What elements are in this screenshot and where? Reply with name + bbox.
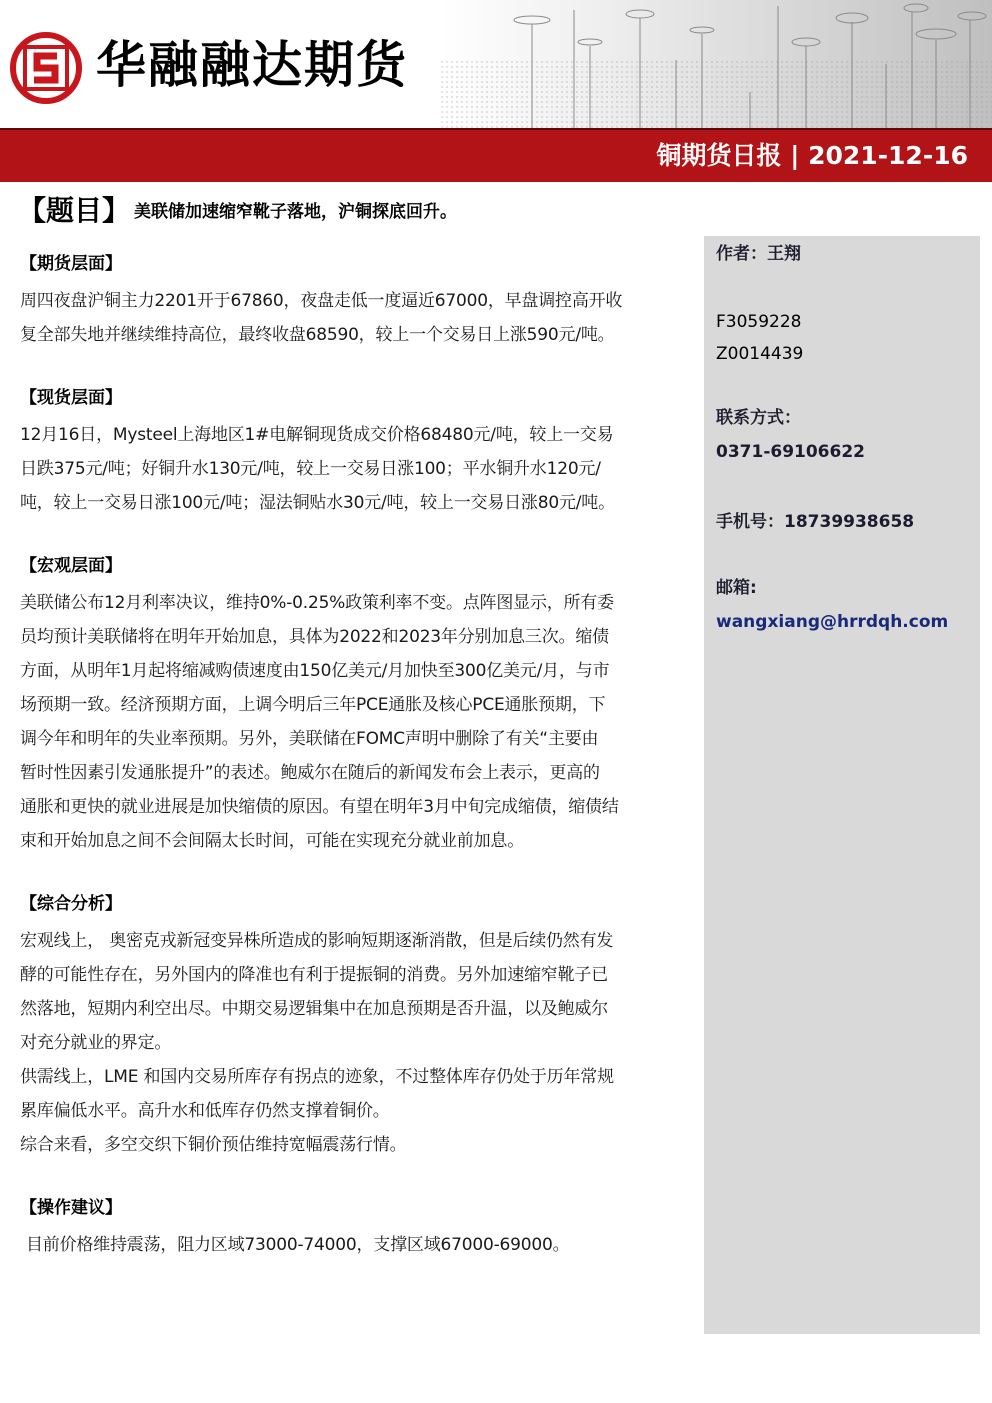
section-heading: 【综合分析】 [20, 894, 122, 914]
paragraph-line: 调今年和明年的失业率预期。另外，美联储在FOMC声明中删除了有关“主要由 [20, 729, 599, 749]
license-number: F3059228 [716, 312, 802, 332]
paragraph-line: 暂时性因素引发通胀提升”的表述。鲍威尔在随后的新闻发布会上表示，更高的 [20, 763, 600, 783]
paragraph-line: 酵的可能性存在，另外国内的降准也有利于提振铜的消费。另外加速缩窄靴子已 [20, 965, 608, 985]
author-sidebar [704, 236, 980, 1334]
section-spot [20, 386, 692, 520]
section-heading: 【操作建议】 [20, 1198, 122, 1218]
paragraph-line: 复全部失地并继续维持高位，最终收盘68590，较上一个交易日上涨590元/吨。 [20, 325, 615, 345]
contact-label: 联系方式： [716, 408, 801, 428]
paragraph-line: 宏观线上， 奥密克戎新冠变异株所造成的影响短期逐渐消散，但是后续仍然有发 [20, 931, 614, 951]
report-body [20, 252, 692, 1296]
section-heading: 【现货层面】 [20, 388, 122, 408]
article-title-row [18, 189, 698, 229]
email-label: 邮箱: [716, 578, 757, 598]
section-analysis [20, 892, 692, 1162]
report-banner [0, 128, 992, 182]
paragraph-line: 束和开始加息之间不会间隔太长时间，可能在实现充分就业前加息。 [20, 831, 524, 851]
section-advice [20, 1196, 692, 1262]
paragraph-line: 然落地，短期内利空出尽。中期交易逻辑集中在加息预期是否升温，以及鲍威尔 [20, 999, 608, 1019]
section-heading: 【宏观层面】 [20, 556, 122, 576]
company-name: 华融融达期货 [96, 36, 408, 94]
paragraph-line: 12月16日，Mysteel上海地区1#电解铜现货成交价格68480元/吨，较上一交易 [20, 425, 614, 445]
contact-phone: 0371-69106622 [716, 442, 865, 462]
paragraph-line: 综合来看，多空交织下铜价预估维持宽幅震荡行情。 [20, 1135, 407, 1155]
author-name: 作者：王翔 [716, 244, 801, 264]
paragraph-line: 对充分就业的界定。 [20, 1033, 172, 1053]
paragraph-line: 供需线上，LME 和国内交易所库存有拐点的迹象，不过整体库存仍处于历年常规 [20, 1067, 614, 1087]
report-title: 铜期货日报 | 2021-12-16 [656, 141, 968, 170]
paragraph-line: 场预期一致。经济预期方面，上调今明后三年PCE通胀及核心PCE通胀预期，下 [20, 695, 606, 715]
license-number: Z0014439 [716, 344, 804, 364]
paragraph-line: 通胀和更快的就业进展是加快缩债的原因。有望在明年3月中旬完成缩债，缩债结 [20, 797, 619, 817]
email-link[interactable]: wangxiang@hrrdqh.com [716, 612, 949, 632]
section-macro [20, 554, 692, 858]
paragraph-line: 累库偏低水平。高升水和低库存仍然支撑着铜价。 [20, 1101, 390, 1121]
company-logo-icon [10, 32, 82, 104]
mobile-number: 手机号：18739938658 [716, 512, 915, 532]
header-decoration-icon [440, 0, 992, 128]
paragraph-line: 吨，较上一交易日涨100元/吨；湿法铜贴水30元/吨，较上一交易日涨80元/吨。 [20, 493, 615, 513]
section-futures [20, 252, 692, 352]
paragraph-line: 日跌375元/吨；好铜升水130元/吨，较上一交易日涨100；平水铜升水120元/ [20, 459, 601, 479]
page-header [0, 0, 992, 128]
title-label: 【题目】 [18, 194, 131, 227]
paragraph-line: 目前价格维持震荡，阻力区域73000-74000，支撑区域67000-69000。 [26, 1235, 570, 1255]
paragraph-line: 员均预计美联储将在明年开始加息，具体为2022和2023年分别加息三次。缩债 [20, 627, 609, 647]
paragraph-line: 方面，从明年1月起将缩减购债速度由150亿美元/月加快至300亿美元/月，与市 [20, 661, 610, 681]
section-heading: 【期货层面】 [20, 254, 122, 274]
article-title: 美联储加速缩窄靴子落地，沪铜探底回升。 [134, 201, 458, 222]
paragraph-line: 美联储公布12月利率决议，维持0%-0.25%政策利率不变。点阵图显示，所有委 [20, 593, 614, 613]
paragraph-line: 周四夜盘沪铜主力2201开于67860，夜盘走低一度逼近67000，早盘调控高开收 [20, 291, 623, 311]
